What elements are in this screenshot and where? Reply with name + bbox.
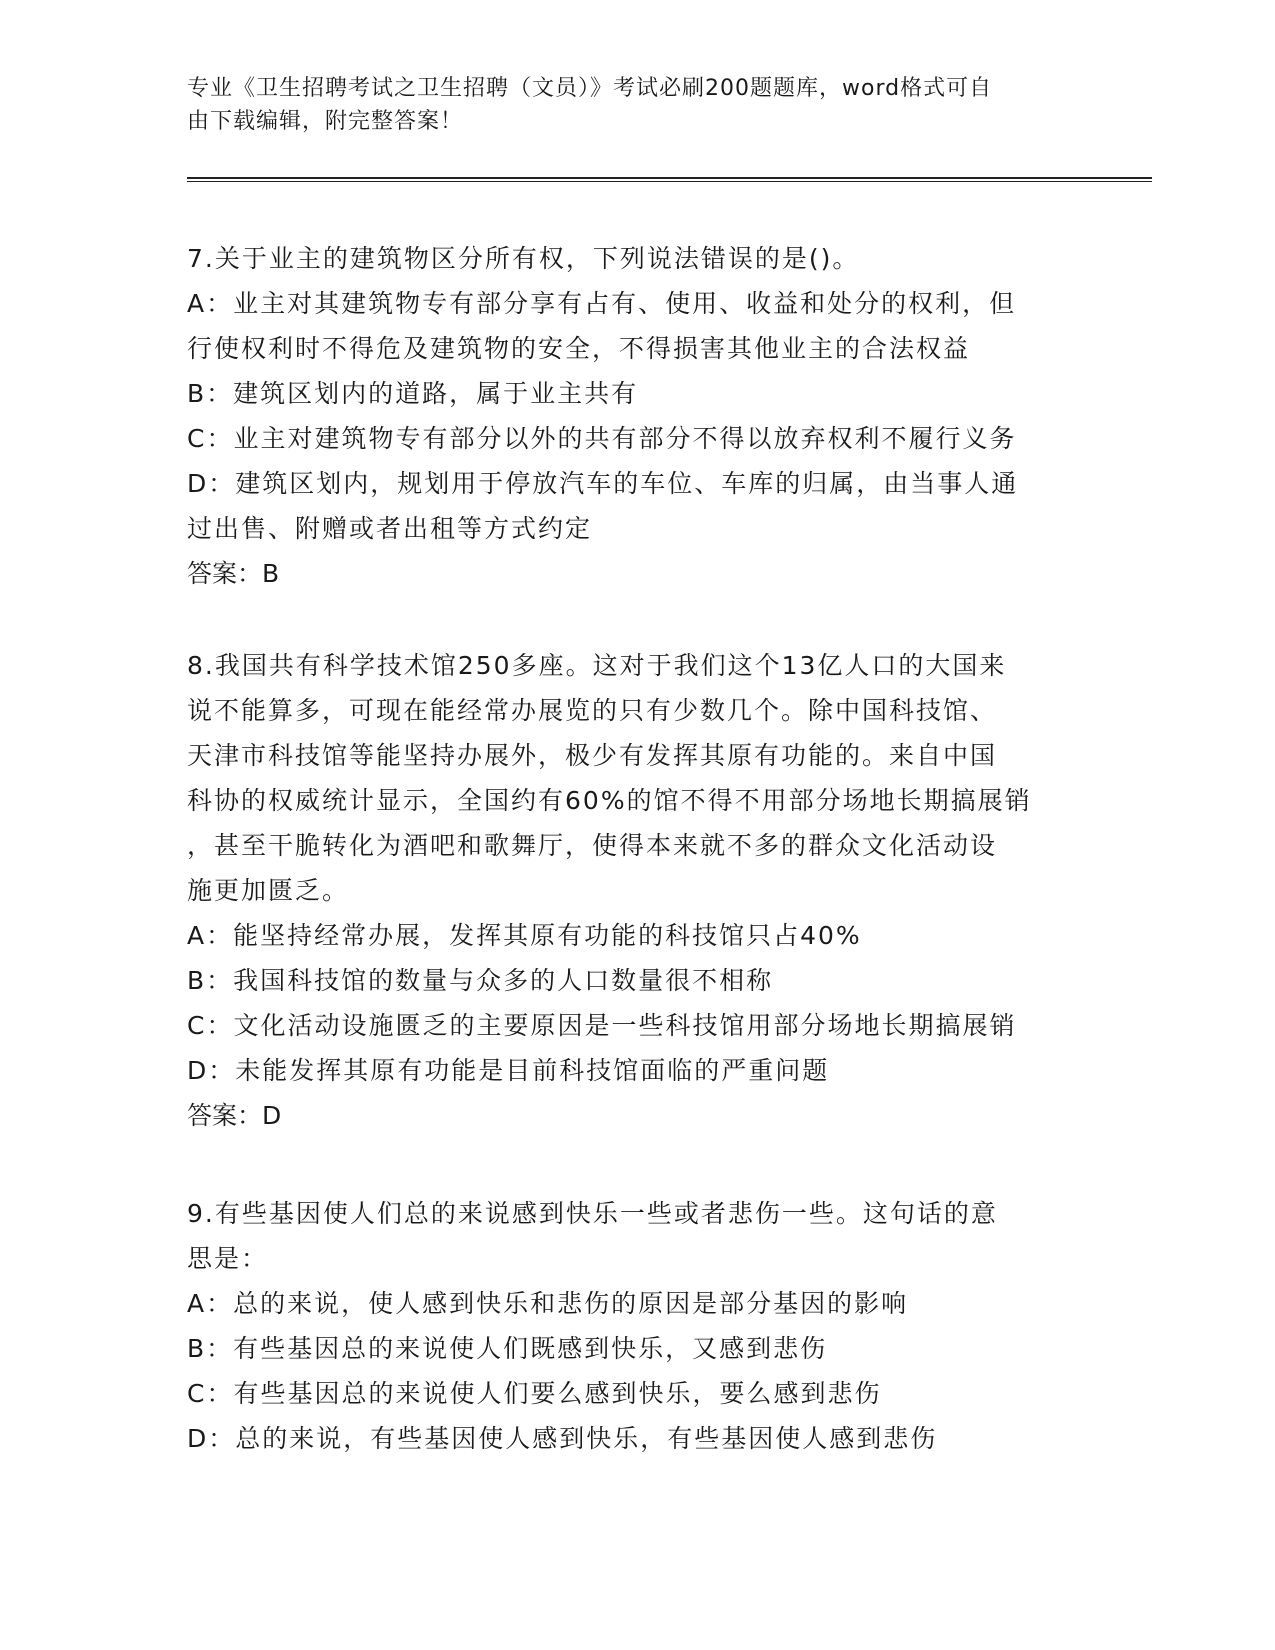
- question-7-option-d-cont: 过出售、附赠或者出租等方式约定: [187, 514, 593, 543]
- question-9-stem-line-2: 思是：: [187, 1244, 269, 1273]
- question-7-option-a-cont: 行使权利时不得危及建筑物的安全，不得损害其他业主的合法权益: [187, 334, 971, 363]
- question-8: [187, 643, 1087, 1138]
- question-9-option-a: A：总的来说，使人感到快乐和悲伤的原因是部分基因的影响: [187, 1289, 909, 1318]
- question-7-answer: 答案：B: [187, 559, 280, 588]
- question-8-stem-line-5: ，甚至干脆转化为酒吧和歌舞厅，使得本来就不多的群众文化活动设: [187, 831, 998, 860]
- question-8-option-a: A：能坚持经常办展，发挥其原有功能的科技馆只占40%: [187, 921, 862, 950]
- question-8-answer: 答案：D: [187, 1101, 282, 1130]
- question-8-stem-line-6: 施更加匮乏。: [187, 876, 350, 905]
- question-8-stem-line-4: 科协的权威统计显示，全国约有60%的馆不得不用部分场地长期搞展销: [187, 786, 1032, 815]
- question-8-stem-line-1: 8.我国共有科学技术馆250多座。这对于我们这个13亿人口的大国来: [187, 651, 1007, 680]
- question-9-option-d: D：总的来说，有些基因使人感到快乐，有些基因使人感到悲伤: [187, 1424, 938, 1453]
- question-8-option-b: B：我国科技馆的数量与众多的人口数量很不相称: [187, 966, 774, 995]
- question-7-stem: 7.关于业主的建筑物区分所有权，下列说法错误的是()。: [187, 244, 860, 273]
- question-9-option-b: B：有些基因总的来说使人们既感到快乐，又感到悲伤: [187, 1334, 828, 1363]
- header-divider-bottom: [187, 181, 1152, 182]
- document-header: [187, 72, 1087, 138]
- question-7-option-a: A：业主对其建筑物专有部分享有占有、使用、收益和处分的权利，但: [187, 289, 1017, 318]
- header-line-2: 由下载编辑，附完整答案！: [187, 109, 464, 134]
- question-9-option-c: C：有些基因总的来说使人们要么感到快乐，要么感到悲伤: [187, 1379, 882, 1408]
- header-line-1: 专业《卫生招聘考试之卫生招聘（文员）》考试必刷200题题库，word格式可自: [187, 76, 993, 101]
- question-7-option-d: D：建筑区划内，规划用于停放汽车的车位、车库的归属，由当事人通: [187, 469, 1019, 498]
- question-8-option-d: D：未能发挥其原有功能是目前科技馆面临的严重问题: [187, 1056, 830, 1085]
- question-8-option-c: C：文化活动设施匮乏的主要原因是一些科技馆用部分场地长期搞展销: [187, 1011, 1017, 1040]
- question-7-option-b: B：建筑区划内的道路，属于业主共有: [187, 379, 639, 408]
- header-divider-top: [187, 177, 1152, 179]
- question-9-stem-line-1: 9.有些基因使人们总的来说感到快乐一些或者悲伤一些。这句话的意: [187, 1199, 998, 1228]
- question-8-stem-line-3: 天津市科技馆等能坚持办展外，极少有发挥其原有功能的。来自中国: [187, 741, 998, 770]
- question-7: [187, 236, 1087, 596]
- question-7-option-c: C：业主对建筑物专有部分以外的共有部分不得以放弃权利不履行义务: [187, 424, 1017, 453]
- question-9: [187, 1191, 1087, 1461]
- question-8-stem-line-2: 说不能算多，可现在能经常办展览的只有少数几个。除中国科技馆、: [187, 696, 998, 725]
